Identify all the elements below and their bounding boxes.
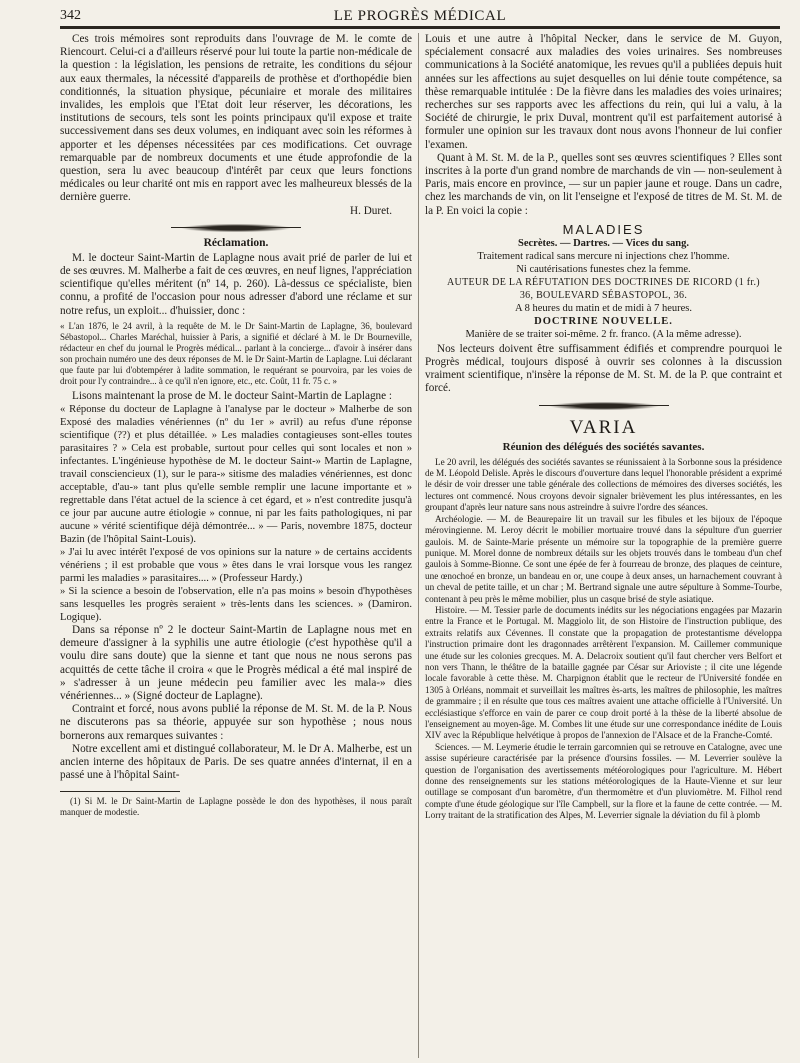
reclamation-quote-3: » Si la science a besoin de l'observation, elle n'a pas moins » besoin d'hypothèses sans lesquelles les progrès seraient » très-lents dans les sciences. » (Damiron. Logique).: [60, 586, 412, 624]
ad-line-4: 36, BOULEVARD SÉBASTOPOL, 36.: [519, 289, 688, 301]
right-paragraph-1: Louis et une autre à l'hôpital Necker, dans le service de M. Guyon, spécialement consacré aux maladies des voies urinaires. Ses nombreuses communications à la Société anatomique, les revues qu'il a publiées depuis huit années sur les affections au sujet desquelles on lui dénie toute compétence, sa thèse remarquable intitulée : De la fièvre dans les maladies des voies urinaires; recherches sur ses rapports avec les affections du rein, qui lui a valu, à la Société de chirurgie, le prix Duval, montrent qu'il est parfaitement autorisé à formuler une opinion sur les travaux dont nous avons l'honneur de lui confier l'examen.: [425, 33, 782, 151]
footnote-rule: [60, 791, 180, 792]
ad-line-3: AUTEUR DE LA RÉFUTATION DES DOCTRINES DE RICORD (1 fr.): [447, 276, 760, 288]
reclamation-paragraph-6: Dans sa réponse nº 2 le docteur Saint-Martin de Laplagne nous met en demeure d'assigner à la syphilis une autre étiologie (c'est hypothèse qu'il a voulu dire sans doute) que la sienne et tant que nous ne nous serons pas acquittés de cette tâche il croira « que le Progrès médical a été mal inspiré de » s'adresser à un jeune médecin peu familier avec les mala-» dies vénériennes... » (Signé docteur de Laplagne).: [60, 624, 412, 703]
header-rule: [60, 28, 780, 29]
ad-subtitle: Secrètes. — Dartres. — Vices du sang.: [518, 237, 689, 249]
reclamation-paragraph-8: Notre excellent ami et distingué collaborateur, M. le Dr A. Malherbe, est un ancien interne des hôpitaux de Paris. De ses quatre années d'internat, il en a passé une à l'hôpital Saint-: [60, 742, 412, 782]
column-divider: [418, 33, 419, 1058]
journal-title: LE PROGRÈS MÉDICAL: [333, 8, 507, 24]
ad-line-7: Manière de se traiter soi-même. 2 fr. franco. (A la même adresse).: [465, 328, 742, 340]
section-ornament: [171, 222, 301, 233]
varia-histoire: Histoire. — M. Tessier parle de documents inédits sur les négociations engagées par Mazarin entre la France et le Portugal. M. Maggiolo lit, de son Histoire de l'instruction publique, des extraits relatifs aux Cévennes. Il constate que la propagation de protestantisme développa l'instruction primaire dont les dragonnades arrêtèrent l'expansion. M. Caillemer communique une étude sur les colonies grecques. M. A. Delacroix soutient qu'il faut chercher vers Belfort et non vers Thann, le théâtre de la bataille gagnée par César sur Arioviste ; il cite une légende locale favorable à cette thèse. M. Charpignon établit que le recteur de l'Université fondée en 1305 à Orléans, nommait et surveillait les maîtres ès-arts, les maîtres de philosophie, les maîtres de grammaire ; il en résulte que tous ces maîtres avaient une attache officielle à l'Université. Un ecclésiastique s'efforce en vain de parer ce coup droit porté à la thèse de la liberté absolue de l'enseignement au moyen-âge. M. Combes lit une étude sur une correspondance inédite de Louis XIV avec la République helvétique à propos de l'annexion de l'Alsace et de la Franche-Comté.: [425, 604, 782, 741]
ad-line-2: Ni cautérisations funestes chez la femme.: [516, 263, 691, 275]
bailiff-quote: « L'an 1876, le 24 avril, à la requête de M. le Dr Saint-Martin de Laplagne, 36, boulevard Sébastopol... Charles Maréchal, huissier à Paris, a signifié et déclaré à M. le Dr Bourneville, rédacteur en chef du journal le Progrès médical... parlant à la concierge... d'avoir à insérer dans son prochain numéro une des deux réponses de M. le Dr Saint-Martin de Laplagne. Lui déclarant que faute par lui d'obtempérer à ladite sommation, le requérant se pourvoira, par les voies de droit pour l'y contraindre... à ce qu'il n'en ignore, etc., etc. Coût, 11 fr. 75 c. »: [60, 320, 412, 386]
varia-sciences: Sciences. — M. Leymerie étudie le terrain garcomnien qui se retrouve en Catalogne, avec une assise supérieure caractérisée par la présence d'oursins fossiles. — M. Leverrier soulève la question de l'organisation des avertissements météorologiques pour l'agriculture. M. Hébert donne des renseignements sur les stations météorologiques de la Haute-Vienne et sur leur outillage se composant d'un baromètre, d'un thermomètre et d'un pluviomètre. M. Filhol rend compte d'une étude géologique sur l'île Campbell, sur la flore et la faune de cette contrée. — M. Lorry traitant de la stratification des Alpes, M. Leverrier signale la déviation du fil à plomb: [425, 741, 782, 821]
ad-line-1: Traitement radical sans mercure ni injections chez l'homme.: [477, 250, 730, 262]
intro-signature: H. Duret.: [350, 204, 392, 217]
ad-line-6: DOCTRINE NOUVELLE.: [534, 315, 673, 327]
reclamation-title: Réclamation.: [203, 236, 269, 249]
ad-title: MALADIES: [562, 221, 645, 237]
varia-paragraph-1: Le 20 avril, les délégués des sociétés savantes se réunissaient à la Sorbonne sous la présidence de M. Léopold Delisle. Après le discours d'ouverture dans lequel l'honorable président a exprimé le désir de voir dresser une table générale des collections de mémoires des diverses sociétés, les lectures ont commencé. Nous croyons devoir signaler brièvement les plus intéressantes, en les groupant d'après leur nature sans nous astreindre à suivre l'ordre des séances.: [425, 456, 782, 513]
left-column: [60, 33, 412, 1058]
intro-paragraph: Ces trois mémoires sont reproduits dans l'ouvrage de M. le comte de Riencourt. Celui-ci a d'ailleurs réservé pour lui toute la partie non-médicale de la question : la législation, les pensions de retraite, les conditions du séjour aux eaux thermales, la nécessité d'appareils de prothèse et d'orthopédie bien conditionnés, la situation physique, pécuniaire et morale des militaires invalides, les emplois que l'Etat doit leur réserver, les décorations, les institutions de secours, tels sont les points principaux qu'il expose et traite successivement dans ses deux volumes, en indiquant avec soin les réformes à apporter et les dépenses nécessitées par ces modifications. Cet ouvrage remarquable par de nombreux documents et une étude approfondie de la question, sera lu avec beaucoup d'intérêt par ceux que leurs fonctions médicales ou leur charité ont mis en rapport avec les malheureux blessés de la dernière guerre.: [60, 33, 412, 204]
reclamation-quote-2: » J'ai lu avec intérêt l'exposé de vos opinions sur la nature » de certains accidents vénériens ; il est probable que vous » êtes dans le vrai lorsque vous les rangez parmi les maladies » parasitaires.... » (Professeur Hardy.): [60, 547, 412, 585]
varia-ornament: [539, 400, 669, 411]
page-header: [60, 4, 780, 28]
reclamation-quote-1: « Réponse du docteur de Laplagne à l'analyse par le docteur » Malherbe de son Exposé des maladies vénériennes (nº du 1er » avril) au refus d'une réponse scientifique (??) et plus détaillée. » Les maladies contagieuses sont-elles toutes parasitaires ? » Cela est probable, surtout pour celles qui sont locales et non » infectantes. L'ingénieuse hypothèse de M. le docteur Saint-» Martin de Laplagne, travail consciencieux (1), sur le para-» sitisme des maladies vénériennes, est donc acceptable, d'au-» tant plus qu'elle semble remplir une lacune importante et » regrettable dans l'état actuel de la science à cet égard, et » n'est contredite jusqu'à ce jour par aucune autre étiologie » connue, ni par les faits pathologiques, ni par aucune » vérité scientifique déjà démontrée... » — Paris, novembre 1875, docteur Bazin (de l'hôpital Saint-Louis).: [60, 404, 412, 546]
page-number: 342: [60, 8, 81, 23]
right-paragraph-2: Quant à M. St. M. de la P., quelles sont ses œuvres scientifiques ? Elles sont inscrites à la porte d'un grand nombre de marchands de vin — non-seulement à Paris, mais encore en province, — sur un papier jaune et rouge. Dans un cadre, chez les marchands de vin, on lit l'enseigne et l'exposé de titres de M. St. M. de la P. En voici la copie :: [425, 151, 782, 217]
reclamation-paragraph-2: Lisons maintenant la prose de M. le docteur Saint-Martin de Laplagne :: [72, 389, 392, 402]
footnote: (1) Si M. le Dr Saint-Martin de Laplagne possède le don des hypothèses, il nous paraît manquer de modestie.: [60, 795, 412, 817]
varia-subtitle: Réunion des délégués des sociétés savantes.: [502, 440, 705, 453]
varia-archeologie: Archéologie. — M. de Beaurepaire lit un travail sur les fibules et les bijoux de l'époque mérovingienne. M. Leroy décrit le mobilier mortuaire trouvé dans la sépulture d'un guerrier gaulois. M. de Sainte-Marie présente un mémoire sur la topographie de la première guerre punique. M. Morel donne de nombreux détails sur les objets trouvés dans le tombeau d'un chef gaulois à Somme-Bionne. Ce sont une épée de fer à fourreau de bronze, des plaques de ceinture, une œnochoé en bronze, un bandeau en or, une coupe à deux anses, un harnachement couvrant à un cheval de petite taille, et un char ; M. Bertrand signale une autre sépulture à Somme-Tourbe, contenant à peu près le même mobilier, plus un casque brisé de style asiatique.: [425, 513, 782, 604]
right-paragraph-3: Nos lecteurs doivent être suffisamment édifiés et comprendre pourquoi le Progrès médical, toujours disposé à ouvrir ses colonnes à la discussion vraiment scientifique, n'insère la réponse de M. St. M. de la P. que contraint et forcé.: [425, 342, 782, 395]
advertisement-copy: [425, 222, 782, 341]
varia-title: VARIA: [569, 416, 638, 438]
right-column: [425, 33, 782, 1058]
reclamation-paragraph-7: Contraint et forcé, nous avons publié la réponse de M. St. M. de la P. Nous ne discuterons pas sa théorie, appuyée sur son hypothèse ; nous nous bornerons aux remarques suivantes :: [60, 703, 412, 742]
reclamation-paragraph-1: M. le docteur Saint-Martin de Laplagne nous avait prié de parler de lui et de ses œuvres. M. Malherbe a fait de ces œuvres, en neuf lignes, l'appréciation scientifique qu'elles méritent (nº 14, p. 260). Là-dessus ce spécialiste, bien connu, a profité de l'occasion pour nous adresser d'abord une réclame et sur notre refus, un exploit... d'huissier, donc :: [60, 251, 412, 317]
ad-line-5: A 8 heures du matin et de midi à 7 heures.: [515, 302, 692, 314]
